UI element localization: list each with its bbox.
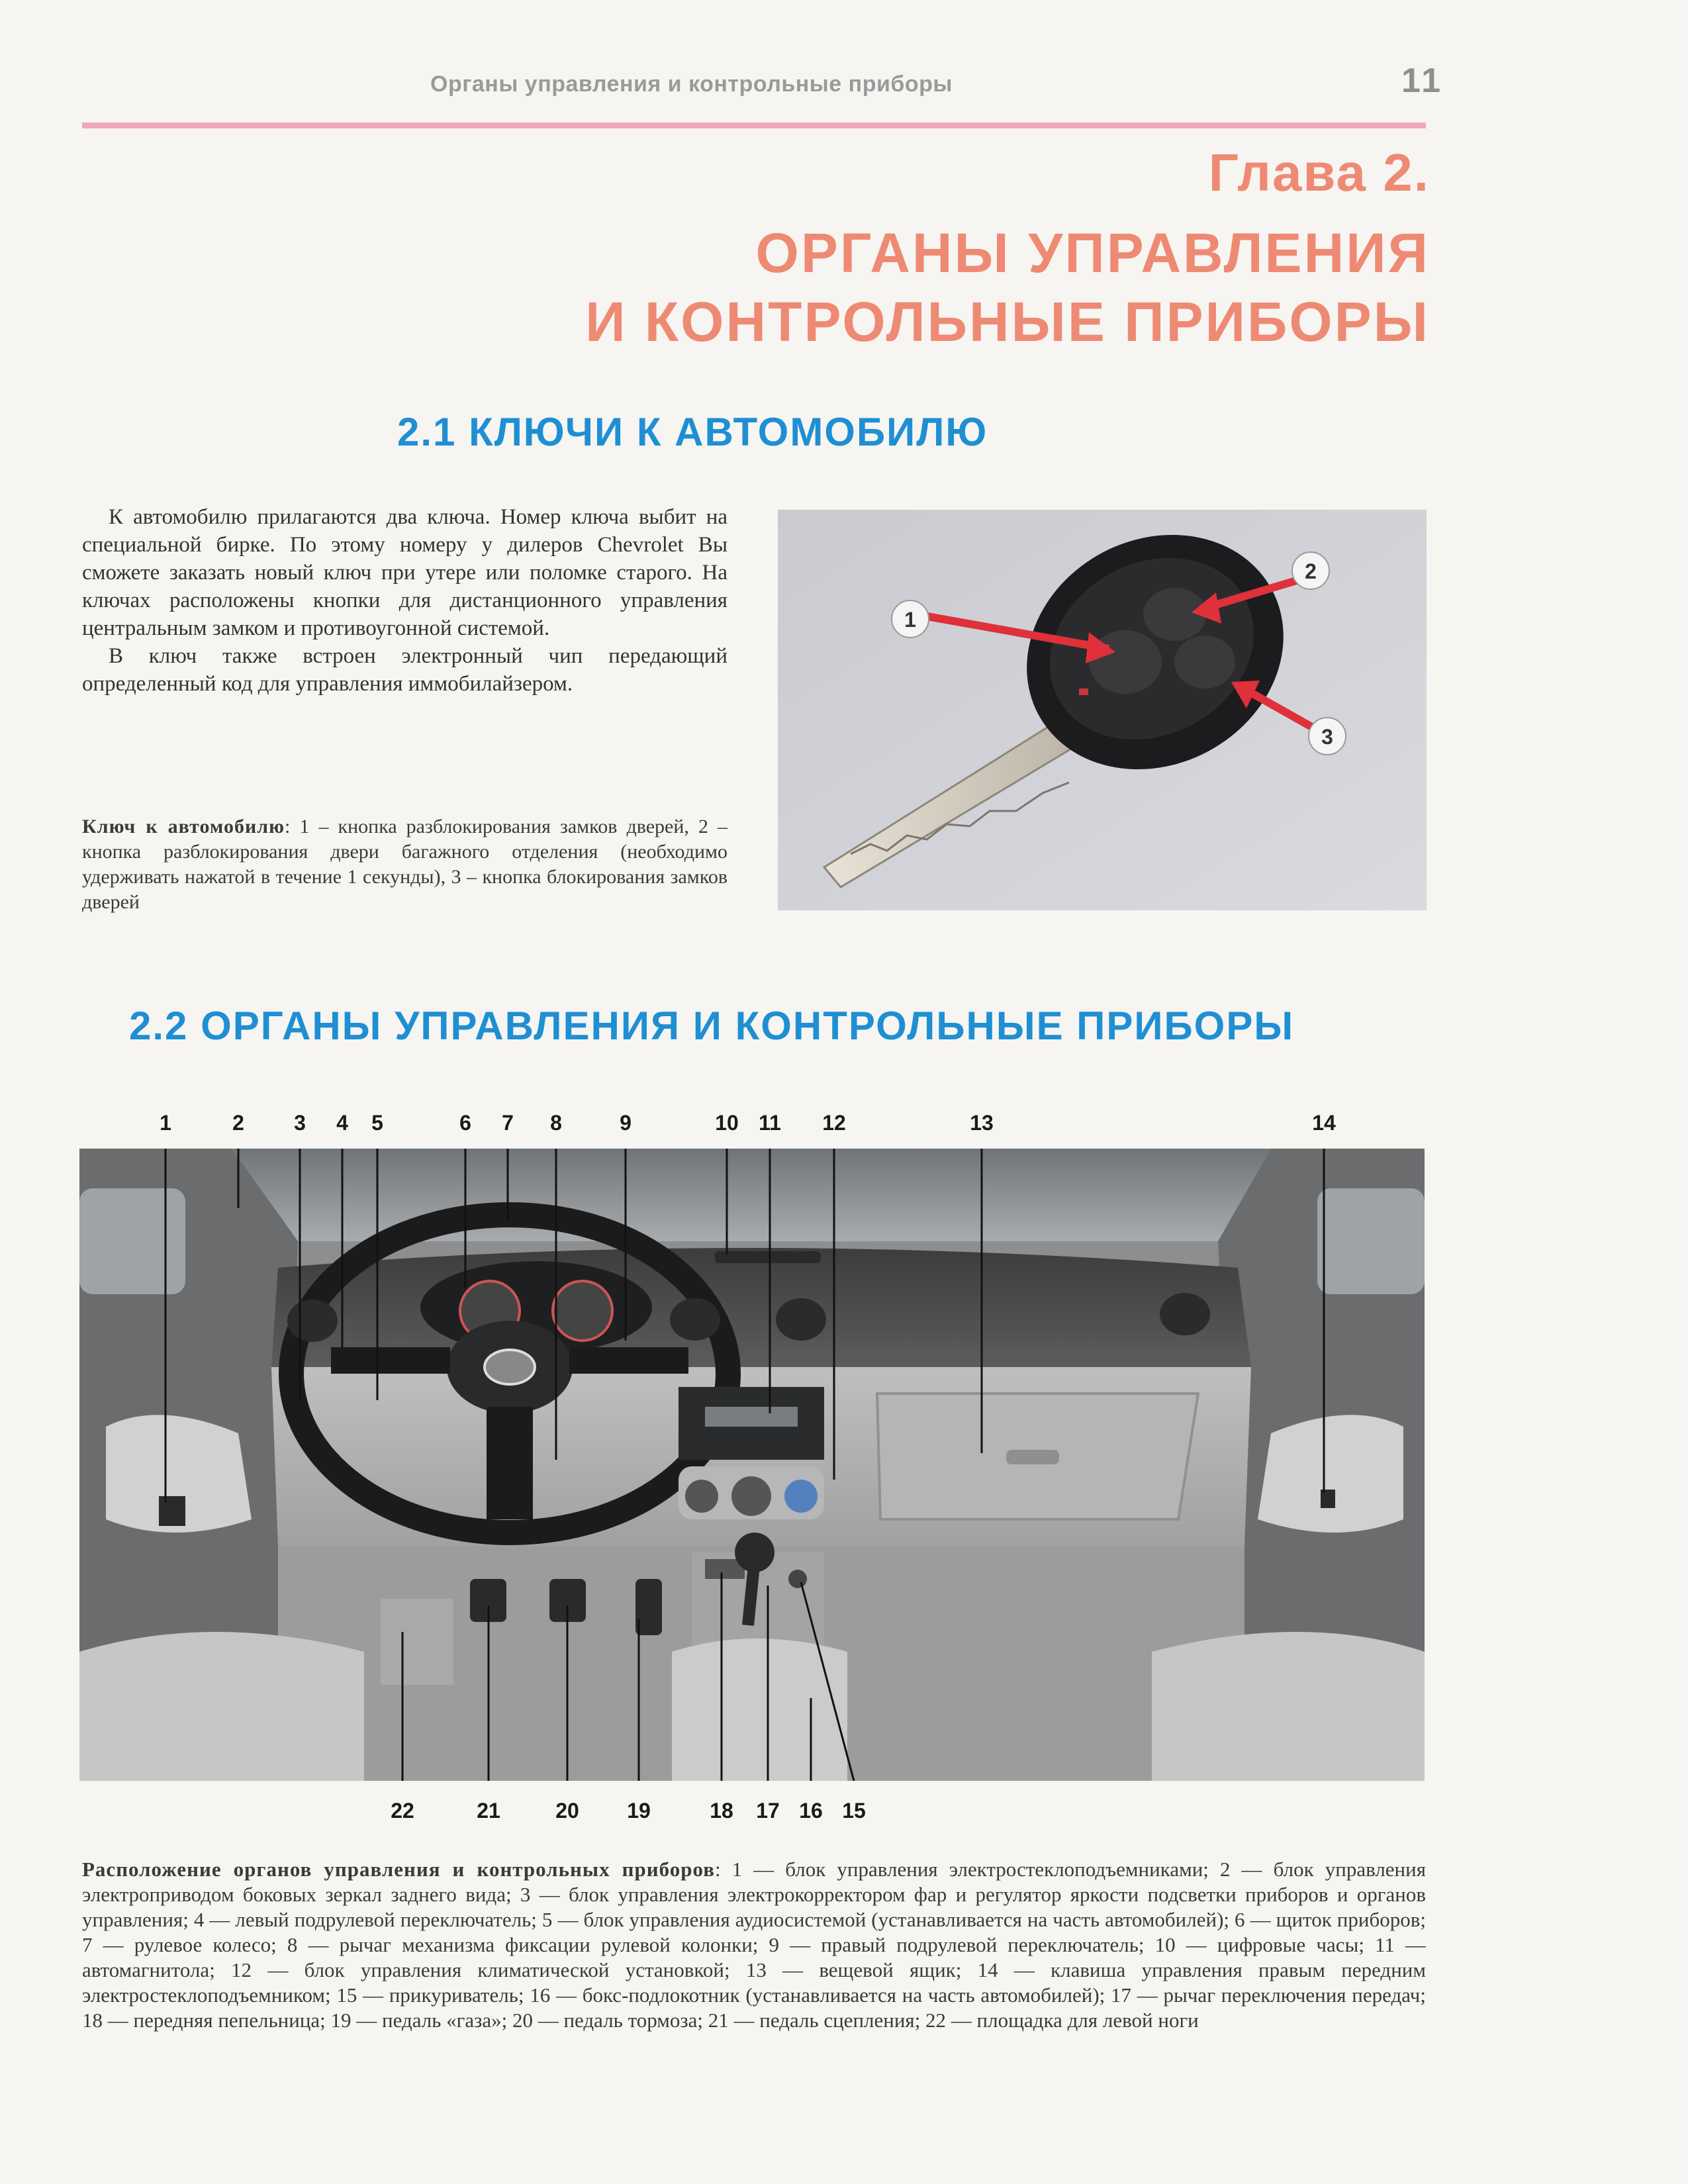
right-window-switch <box>1321 1490 1335 1508</box>
callout-19: 19 <box>627 1799 651 1823</box>
left-seat <box>79 1632 364 1781</box>
page-number: 11 <box>1401 62 1443 100</box>
section-1-body <box>82 503 727 698</box>
footrest <box>381 1599 453 1685</box>
chapter-title-line-1: ОРГАНЫ УПРАВЛЕНИЯ <box>755 222 1430 284</box>
key-callout-3: 3 <box>1321 725 1333 749</box>
dashboard-caption-text: : 1 — блок управления электростеклоподъемниками; 2 — блок управления электроприводом боковых зеркал заднего вида; 3 — блок управления электрокорректором фар и регулятор яркости подсветки приборов и органов управления; 4 — левый подрулевой переключатель; 5 — блок управления аудиосистемой (устанавливается на часть автомобилей); 6 — щиток приборов; 7 — рулевое колесо; 8 — рычаг механизма фиксации рулевой колонки; 9 — правый подрулевой переключатель; 10 — цифровые часы; 11 — автомагнитола; 12 — блок управления климатической установкой; 13 — вещевой ящик; 14 — клавиша управления правым передним электростеклоподъемником; 15 — прикуриватель; 16 — бокс-подлокотник (устанавливается на часть автомобилей); 17 — рычаг переключения передач; 18 — передняя пепельница; 19 — педаль «газа»; 20 — педаль тормоза; 21 — педаль сцепления; 22 — площадка для левой ноги <box>82 1858 1426 2032</box>
right-seat <box>1152 1632 1425 1781</box>
key-caption-text: : 1 – кнопка разблокирования замков дверей, 2 – кнопка разблокирования двери багажного отделения (необходимо удерживать нажатой в течение 1 секунды), 3 – кнопка блокирования замков дверей <box>82 816 728 913</box>
chapter-title-line-2: И КОНТРОЛЬНЫЕ ПРИБОРЫ <box>585 291 1430 353</box>
dashboard-figure-caption <box>82 1857 1426 2033</box>
unlock-doors-button <box>1089 630 1162 694</box>
callout-4: 4 <box>336 1111 348 1135</box>
steering-wheel-logo <box>485 1350 535 1384</box>
center-right-air-vent <box>776 1298 826 1341</box>
chapter-title <box>463 218 1430 356</box>
dashboard-photo <box>79 1149 1425 1781</box>
key-callout-2: 2 <box>1305 559 1317 583</box>
running-header-title: Органы управления и контрольные приборы <box>430 71 953 97</box>
lock-doors-button <box>1174 636 1235 688</box>
car-key-photo <box>778 510 1427 910</box>
section-2-heading: 2.2 ОРГАНЫ УПРАВЛЕНИЯ И КОНТРОЛЬНЫЕ ПРИБОРЫ <box>129 1004 1295 1048</box>
callout-7: 7 <box>502 1111 514 1135</box>
cigarette-lighter <box>788 1570 807 1588</box>
window-switch-block <box>159 1496 185 1526</box>
callout-3: 3 <box>294 1111 306 1135</box>
callout-17: 17 <box>756 1799 780 1823</box>
callout-1: 1 <box>160 1111 171 1135</box>
digital-clock <box>715 1251 821 1263</box>
callout-10: 10 <box>715 1111 739 1135</box>
key-caption-title: Ключ к автомобилю <box>82 816 285 837</box>
right-air-vent <box>1160 1293 1210 1335</box>
glove-box-handle <box>1006 1450 1059 1464</box>
right-door-panel <box>1258 1415 1403 1533</box>
header-rule <box>82 122 1426 128</box>
callout-11: 11 <box>759 1111 781 1135</box>
callout-6: 6 <box>459 1111 471 1135</box>
callout-8: 8 <box>550 1111 562 1135</box>
windshield <box>232 1149 1271 1241</box>
dashboard-caption-title: Расположение органов управления и контрольных приборов <box>82 1858 715 1881</box>
callout-22: 22 <box>391 1799 414 1823</box>
callout-21: 21 <box>477 1799 500 1823</box>
callout-2: 2 <box>232 1111 244 1135</box>
callout-20: 20 <box>555 1799 579 1823</box>
callout-9: 9 <box>620 1111 632 1135</box>
led-indicator <box>1079 688 1088 695</box>
left-mirror <box>79 1188 185 1294</box>
section-1-heading: 2.1 КЛЮЧИ К АВТОМОБИЛЮ <box>397 410 988 454</box>
callout-15: 15 <box>842 1799 866 1823</box>
center-left-air-vent <box>670 1298 720 1341</box>
callout-18: 18 <box>710 1799 733 1823</box>
key-figure-caption <box>82 814 727 915</box>
key-callout-1: 1 <box>904 608 916 632</box>
section-1-paragraph-1: К автомобилю прилагаются два ключа. Номер ключа выбит на специальной бирке. По этому номеру у дилеров Chevrolet Вы сможете заказать новый ключ при утере или поломке старого. На ключах расположены кнопки для дистанционного управления центральным замком и противоугонной системой. <box>82 505 727 640</box>
gear-shift-lever <box>735 1533 774 1572</box>
chapter-label: Глава 2. <box>1208 143 1430 202</box>
callout-12: 12 <box>822 1111 846 1135</box>
callout-13: 13 <box>970 1111 994 1135</box>
left-air-vent <box>287 1300 338 1342</box>
right-mirror <box>1317 1188 1425 1294</box>
callout-5: 5 <box>371 1111 383 1135</box>
callout-14: 14 <box>1312 1111 1336 1135</box>
callout-16: 16 <box>799 1799 823 1823</box>
section-1-paragraph-2: В ключ также встроен электронный чип передающий определенный код для управления иммобилайзером. <box>82 644 727 696</box>
